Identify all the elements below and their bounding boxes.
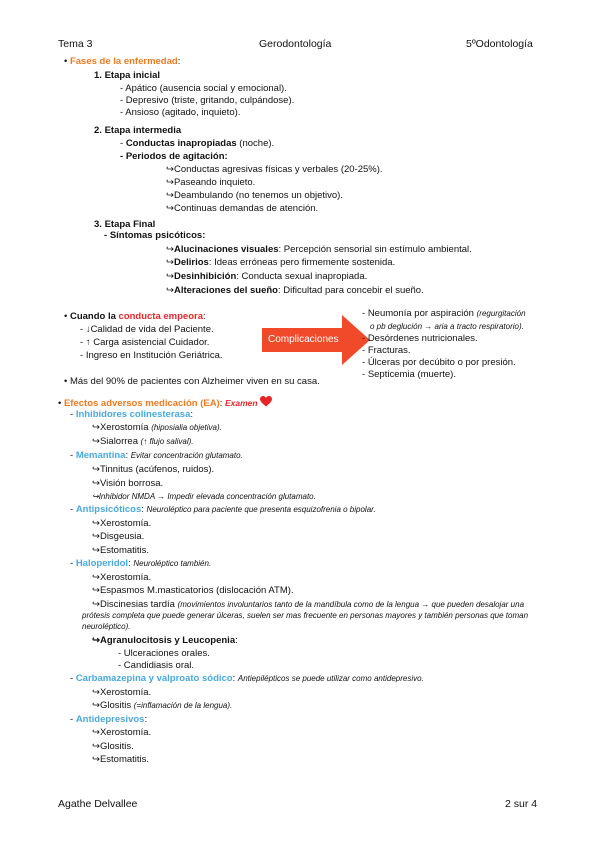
haloperidol-heading: - Haloperidol: Neuroléptico también. bbox=[70, 558, 212, 569]
etapa3-sintomas: - Síntomas psicóticos: bbox=[104, 230, 206, 241]
ea-item: ↪Xerostomía. bbox=[92, 572, 152, 583]
colon: : bbox=[203, 311, 206, 322]
etapa1-item: - Depresivo (triste, gritando, culpándose). bbox=[120, 95, 295, 106]
etapa1-item: - Apático (ausencia social y emocional). bbox=[120, 83, 287, 94]
colon: : bbox=[128, 558, 134, 569]
efectos-title: Efectos adversos medicación (EA) bbox=[63, 398, 220, 409]
etapa2-title: Etapa intermedia bbox=[104, 125, 182, 136]
complicacion-text: Fracturas. bbox=[367, 345, 411, 356]
complicacion-text: Desórdenes nutricionales. bbox=[367, 333, 478, 344]
ea-text: ↪Agranulocitosis y Leucopenia bbox=[92, 635, 236, 646]
cuando-item-text: ↑ Carga asistencial Cuidador. bbox=[85, 337, 210, 348]
etapa2-periodos: - Periodos de agitación: bbox=[120, 151, 228, 162]
ea-note: (=inflamación de la lengua). bbox=[133, 701, 233, 710]
ea-item: ↪Visión borrosa. bbox=[92, 478, 164, 489]
page-number: 2 sur 4 bbox=[505, 798, 538, 810]
header-subject: Gerodontología bbox=[259, 38, 332, 50]
cuando-heading: • Cuando la conducta empeora: bbox=[64, 311, 206, 322]
examen-tag: Examen bbox=[225, 398, 258, 408]
complicacion-text: Úlceras por decúbito o por presión. bbox=[367, 357, 516, 368]
antidepresivos-heading: - Antidepresivos: bbox=[70, 714, 148, 725]
ea-item: ↪Xerostomía. bbox=[92, 518, 152, 529]
header-topic: Tema 3 bbox=[58, 38, 93, 50]
drug-name: Memantina bbox=[75, 450, 126, 461]
cuando-item: - ↓Calidad de vida del Paciente. bbox=[80, 324, 214, 335]
ea-text: ↪Discinesias tardía bbox=[92, 599, 175, 610]
discinesias-item bbox=[82, 599, 552, 632]
colon: : bbox=[219, 398, 223, 409]
complicacion-item: - Fracturas. bbox=[362, 345, 411, 356]
drug-name: Haloperidol bbox=[75, 558, 129, 569]
drug-note: Neuroléptico también. bbox=[133, 559, 212, 568]
sintoma-name: Desinhibición bbox=[173, 271, 237, 282]
sintomas-label: Síntomas psicóticos: bbox=[109, 230, 206, 241]
sintoma-desc: : Dificultad para concebir el sueño. bbox=[277, 285, 424, 296]
footer-author: Agathe Delvallee bbox=[58, 798, 138, 810]
colon: : bbox=[141, 504, 147, 515]
drug-name: Antipsicóticos bbox=[75, 504, 142, 515]
ea-item: ↪Disgeusia. bbox=[92, 531, 145, 542]
alzheimer-text: Más del 90% de pacientes con Alzheimer viven en su casa. bbox=[69, 376, 320, 387]
ea-item: ↪Inhibidor NMDA → Impedir elevada concentración glutamato. bbox=[92, 492, 316, 501]
efectos-heading: • Efectos adversos medicación (EA): Examen bbox=[58, 396, 272, 410]
etapa2-item: ↪Continuas demandas de atención. bbox=[166, 203, 319, 214]
ea-item: ↪Estomatitis. bbox=[92, 545, 150, 556]
etapa2-num: 2. bbox=[94, 125, 102, 136]
periodos-label: Periodos de agitación: bbox=[125, 151, 228, 162]
etapa2-item: ↪Paseando inquieto. bbox=[166, 177, 256, 188]
fases-heading bbox=[64, 56, 180, 68]
complicacion-item: - Neumonía por aspiración (regurgitación bbox=[362, 308, 526, 319]
colon: : bbox=[235, 635, 238, 646]
alzheimer-note: • Más del 90% de pacientes con Alzheimer viven en su casa. bbox=[64, 376, 320, 387]
ea-item: ↪Espasmos M.masticatorios (dislocación ATM). bbox=[92, 585, 294, 596]
drug-name: Carbamazepina y valproato sódico bbox=[75, 673, 233, 684]
colon: : bbox=[232, 673, 238, 684]
etapa1-item: - Ansioso (agitado, inquieto). bbox=[120, 107, 241, 118]
sintoma-item: ↪Alucinaciones visuales: Percepción sensorial sin estímulo ambiental. bbox=[166, 244, 472, 255]
drug-note: Antiepilépticos se puede utilizar como antidepresivo. bbox=[237, 674, 424, 683]
ea-text: ↪Glositis bbox=[92, 700, 132, 711]
conductas-rest: (noche). bbox=[236, 138, 275, 149]
complicacion-text: Septicemia (muerte). bbox=[367, 369, 456, 380]
sintoma-item: ↪Desinhibición: Conducta sexual inapropiada. bbox=[166, 271, 368, 282]
neumonia-text: Neumonía por aspiración bbox=[367, 308, 474, 319]
etapa3-num: 3. bbox=[94, 219, 102, 230]
memantina-heading: - Memantina: Evitar concentración glutamato. bbox=[70, 450, 243, 461]
etapa1-num: 1. bbox=[94, 70, 102, 81]
carbamazepina-heading: - Carbamazepina y valproato sódico: Antiepilépticos se puede utilizar como antidepresivo. bbox=[70, 673, 424, 684]
sintoma-desc: : Conducta sexual inapropiada. bbox=[236, 271, 368, 282]
drug-note: Evitar concentración glutamato. bbox=[130, 451, 243, 460]
cuando-item-text: ↓Calidad de vida del Paciente. bbox=[85, 324, 214, 335]
sintoma-name: Delirios bbox=[173, 257, 209, 268]
cuando-item: - Ingreso en Institución Geriátrica. bbox=[80, 350, 223, 361]
drug-name: Inhibidores colinesterasa bbox=[75, 409, 191, 420]
cuando-pre: Cuando la bbox=[69, 311, 119, 322]
ea-subitem: - Ulceraciones orales. bbox=[118, 648, 210, 659]
antipsicoticos-heading: - Antipsicóticos: Neuroléptico para paciente que presenta esquizofrenia o bipolar. bbox=[70, 504, 376, 515]
ea-item: ↪Estomatitis. bbox=[92, 754, 150, 765]
etapa1-heading bbox=[94, 70, 160, 82]
ea-item bbox=[92, 700, 232, 712]
colon: : bbox=[177, 56, 181, 67]
inhibidores-heading: - Inhibidores colinesterasa: bbox=[70, 409, 194, 420]
sintoma-desc: : Percepción sensorial sin estímulo ambiental. bbox=[278, 244, 472, 255]
colon: : bbox=[125, 450, 131, 461]
etapa2-heading bbox=[94, 125, 181, 137]
neumonia-note-cont: o pb deglución → aria a tracto respiratorio). bbox=[370, 322, 524, 331]
cuando-item: - ↑ Carga asistencial Cuidador. bbox=[80, 337, 210, 348]
colon: : bbox=[144, 714, 148, 725]
fases-title: Fases de la enfermedad bbox=[69, 56, 178, 67]
cuando-item-text: Ingreso en Institución Geriátrica. bbox=[85, 350, 223, 361]
cuando-highlight: conducta empeora bbox=[118, 311, 203, 322]
etapa1-title: Etapa inicial bbox=[104, 70, 161, 81]
conductas-bold: Conductas inapropiadas bbox=[125, 138, 237, 149]
header-course: 5ºOdontología bbox=[466, 38, 533, 50]
agranulocitosis-item bbox=[92, 635, 238, 647]
ea-item: ↪Tinnitus (acúfenos, ruidos). bbox=[92, 464, 215, 475]
sintoma-desc: : Ideas erróneas pero firmemente sostenida. bbox=[208, 257, 396, 268]
sintoma-item: ↪Delirios: Ideas erróneas pero firmemente sostenida. bbox=[166, 257, 396, 268]
ea-item: ↪Glositis. bbox=[92, 741, 134, 752]
etapa3-title: Etapa Final bbox=[104, 219, 156, 230]
sintoma-name: Alteraciones del sueño bbox=[173, 285, 278, 296]
ea-note: (hiposialia objetiva). bbox=[151, 423, 222, 432]
sintoma-name: Alucinaciones visuales bbox=[173, 244, 279, 255]
ea-item bbox=[92, 436, 194, 448]
colon: : bbox=[190, 409, 194, 420]
bullet: • bbox=[64, 56, 70, 67]
etapa2-item: ↪Deambulando (no tenemos un objetivo). bbox=[166, 190, 343, 201]
etapa2-conductas: - Conductas inapropiadas (noche). bbox=[120, 138, 275, 149]
sintoma-item: ↪Alteraciones del sueño: Dificultad para concebir el sueño. bbox=[166, 285, 424, 296]
complicacion-item: - Septicemia (muerte). bbox=[362, 369, 456, 380]
complicacion-item: - Desórdenes nutricionales. bbox=[362, 333, 478, 344]
drug-name: Antidepresivos bbox=[75, 714, 145, 725]
ea-item: ↪Xerostomía. bbox=[92, 687, 152, 698]
drug-note: Neuroléptico para paciente que presenta esquizofrenia o bipolar. bbox=[146, 505, 376, 514]
neumonia-note: (regurgitación bbox=[476, 309, 526, 318]
ea-note: (↑ flujo salival). bbox=[140, 437, 194, 446]
ea-text: ↪Xerostomía bbox=[92, 422, 149, 433]
complicacion-item: - Úlceras por decúbito o por presión. bbox=[362, 357, 516, 368]
ea-item bbox=[92, 422, 222, 434]
ea-item: ↪Xerostomía. bbox=[92, 727, 152, 738]
complicaciones-label: Complicaciones bbox=[268, 334, 339, 345]
heart-icon bbox=[260, 396, 272, 407]
etapa2-item: ↪Conductas agresivas físicas y verbales (20-25%). bbox=[166, 164, 383, 175]
ea-note: (movimientos involuntarios tanto de la mandíbula como de la lengua → que pueden desalojar una prótesis completa que puede generar úlceras, suelen ser mas frecuente en personas mayores y también personas que toman neuroléptico). bbox=[82, 600, 529, 631]
ea-subitem: - Candidiasis oral. bbox=[118, 660, 195, 671]
ea-text: ↪Sialorrea bbox=[92, 436, 138, 447]
